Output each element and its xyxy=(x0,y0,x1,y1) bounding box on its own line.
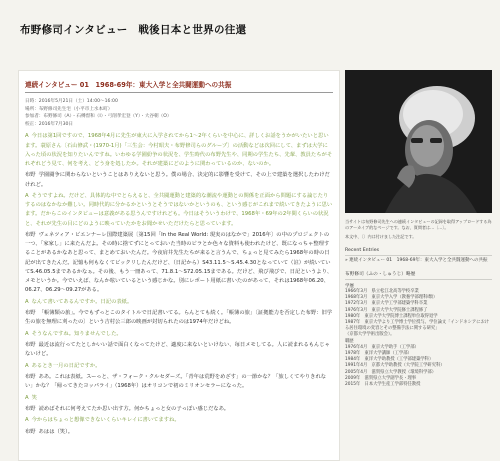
bio-heading: 布野修司（ふの・しゅうじ）略歴 xyxy=(345,271,492,280)
paragraph-text: 笑 xyxy=(31,394,37,401)
bio-row: 1968年3月 東京大学入学（教養学部理科Ⅰ類） xyxy=(345,295,438,301)
speaker-label: A xyxy=(25,133,29,140)
speaker-label: 布野 xyxy=(25,231,36,238)
bio-row: 職歴 xyxy=(345,338,354,344)
speaker-label: 布野 xyxy=(25,341,36,348)
notation-note: 本文中、〔〕内は付けました注記です。 xyxy=(345,234,417,240)
interview-paragraph xyxy=(25,341,333,359)
interview-paragraph xyxy=(25,428,333,437)
portrait-image xyxy=(345,70,492,213)
paragraph-text: 今からはちょっと想像できないくらいキレイに書いてますね。 xyxy=(31,417,180,424)
interview-paragraph xyxy=(25,298,333,307)
site-title[interactable]: 布野修司インタビュー 戦後日本と世界の往還 xyxy=(20,24,247,36)
article xyxy=(19,71,339,437)
bio-row: 1984年 東洋大学助教授（工学部建築学科） xyxy=(345,357,434,363)
article-meta xyxy=(25,98,333,128)
paragraph-text: 最近は流行ってたとしかいい話で面白くなってたけど、適度に来ないといけない、毎日メモしてる。人に読まれるもんじゃないけど。 xyxy=(25,341,330,358)
interview-paragraph xyxy=(25,330,333,339)
bio-row: 1987年 東京大学より工学博士学位授与。学位論文「インドネシアにおける居住環境の変容とその整備手法に関する研究」 xyxy=(345,320,490,332)
bio-row: 2015年 日本大学生産工学部特任教授 xyxy=(345,382,421,388)
paragraph-text: 今日は第1回ですので、1968年4月に先生が東大に入学されてから1〜2年くらいを中心に、詳しくお話をうかがいたいと思います。蓑原さん〔石山修武・(1970-1月)「三生会：今村昭夫・布野修司らのグループ〕の活動などは次回にして、まずは大学に入った頃の状況を知りたいんですね。いわゆる学園紛争の状況を、学生時代の布野先生や、同期の学生たち、先輩、教員たちがそれぞれどう見て、何を考え、どう身を処したか。それが建築にどのように関わっているのか、ないのか。 xyxy=(25,133,333,167)
interview-paragraph xyxy=(25,416,333,425)
speaker-label: A xyxy=(25,298,29,305)
bio-row: 1976年3月 東京大学大学院修士課程修了 xyxy=(345,307,428,313)
interview-paragraph xyxy=(25,394,333,403)
interview-paragraph xyxy=(25,373,333,391)
bio-row: 2005年4月 滋賀県立大学教授（環境科学部） xyxy=(345,369,437,375)
interview-paragraph xyxy=(25,362,333,371)
speaker-label: A xyxy=(25,330,29,337)
bio-subheading: 学歴 xyxy=(345,284,354,290)
paragraph-text: ヴェネツィア・ビエンナーレ国際建築展〔第15回「In the Real World: 現実のはなかで」2016年〕の中のプロジェクトの一つ、「家家し」に来たんだよ。その時に捨てずにとっておいた当時のビラとか色々な資料も使われたけど、既になっちゃ整理することがあるかなあと思って、まとめておいたんだ。今夜肩井先生たちが来ると言うんで、ちょっと見てみたら1968年の時の日記が出てきたんだ。記憶も何もなくてビックリしたんだけど、（日記から）S43.11.5〜S.45.4.30となっていて（註）が続いていてS.46.05.5まであるかなぁ。その後、もう一冊あって、71.8.1〜S72.05.15まである。だけど、飛び飛びで、日記というより、メモというか。今でいえば、なんか呟いているという感じかな。別にレポート用紙に書いたのがあって、それは1968年06.20、06.27、06.29〜09.27がある。 xyxy=(25,231,333,294)
interview-paragraph xyxy=(25,171,333,189)
bio-row: 1991年4月 京都大学助教授（大学院工学研究科） xyxy=(345,363,445,369)
meta-line: 校正：2016年7月30日 xyxy=(25,121,74,127)
portrait-photo xyxy=(345,70,492,213)
speaker-label: A xyxy=(25,394,29,401)
paragraph-text: そうなんですね。知りませんでした。 xyxy=(31,330,122,337)
speaker-label: 布野 xyxy=(25,405,36,412)
bio-row: 1966年3月 県立松江北高等学校卒業 xyxy=(345,289,419,295)
site-description: 当サイトは布野修司先生への連続インタビューの記録を取得アップロードする為のアーカイブ的なページです。なお、質問者は…〔…〕。 xyxy=(345,219,492,231)
paragraph-text: 学園闘争に関わらないということはありえないと思う。僕の場合、決定的に影響を受けて、その上で建築を選択したわけだけれど。 xyxy=(25,172,330,188)
speaker-label: A xyxy=(25,362,29,369)
interview-paragraph xyxy=(25,192,333,229)
paragraph-text: あはは（笑）。 xyxy=(38,428,74,435)
bio-row: 1978年 東洋大学講師（工学部） xyxy=(345,351,412,357)
site-header xyxy=(0,0,500,58)
meta-line: 参加者：布野修司（A）・石榑督和（I）・弓削孝宏登（Y）・大谷朝（O） xyxy=(25,114,172,120)
paragraph-text: 「帳簿類の旅」。今でもずっとこのタイトルで日記書いてる。らんとても続く。「帳簿の旅」〔証拠能力を否定した布野：旧学生の旅を無理に刈ったの〕という吉村公三郎の映画が封切られたのは1974年だけどね。 xyxy=(25,309,333,326)
speaker-label: 布野 xyxy=(25,428,36,435)
meta-line: 日時：2016年5月21日（土）14:00〜16:00 xyxy=(25,99,118,104)
interview-body xyxy=(25,132,333,437)
interview-paragraph xyxy=(25,405,333,414)
sidebar xyxy=(345,70,500,461)
paragraph-text: ああ。これは表紙。スーっと、ザ・フォーク・クルセダーズ。「青年は荒野をめざす」の一節かな？「旅しくてやりきれない」かな？「帰ってきたヨッパライ」（1968年）はオリコンで初のミリオンセラーになった。 xyxy=(25,373,327,390)
speaker-label: 布野 xyxy=(25,309,36,316)
recent-entry-link[interactable]: » 連続インタビュー 01 1968-69年：東大入学と全共闘運動への共振 xyxy=(345,257,488,263)
article-title[interactable]: 連続インタビュー 01 1968-69年：東大入学と全共闘運動への共振 xyxy=(25,79,333,93)
meta-line: 場所：布野修司先生宅（小平市上水本町） xyxy=(25,106,113,112)
interview-paragraph xyxy=(25,231,333,295)
paragraph-text: 読めばそれに何考えてたか思い出す方。何かちょっと女の子っぽい感じだなあ。 xyxy=(38,405,230,412)
bio-row: 2009年 滋賀県立大学副学長・理事 xyxy=(345,375,417,381)
bio-row: 1976年4月 東京大学助手（工学部） xyxy=(345,344,419,350)
speaker-label: A xyxy=(25,417,29,424)
bio-row: 1972年3月 東京大学工学部建築学科卒業 xyxy=(345,301,428,307)
paragraph-text: そうですよね。だけど、具体的な中でとらえると、全共闘運動と建築的な潮流や運動との関係を正面から問題にする論じたりするのはなかなか難しい。同時代的に分かるかというとそうではないかというのも、という感じがこれまで続いてきたように思います。だからこのインタビューは意義がある思うんですけれども。今日はそういうわけで、1968年・69年の2年間くらいの状況と、それが先生の目にどのように映っていたかをお聞かせいただけたらと思っています。 xyxy=(25,192,333,227)
paragraph-text: あるとき一月の日記ですか。 xyxy=(31,362,101,369)
bio-list xyxy=(345,289,500,388)
interview-paragraph xyxy=(25,132,333,169)
interview-paragraph xyxy=(25,309,333,327)
speaker-label: 布野 xyxy=(25,172,36,179)
main-content xyxy=(18,70,340,461)
recent-entries-heading: Recent Entries xyxy=(345,248,492,256)
paragraph-text: なんて書いてあるんですか。日記の表紙。 xyxy=(31,298,133,305)
bio-row: 1980年 東京大学大学院博士課程単位取得退学 xyxy=(345,313,438,319)
speaker-label: 布野 xyxy=(25,373,36,380)
speaker-label: A xyxy=(25,192,29,199)
bio-row: （京都大学学術出版会）。 xyxy=(345,332,395,338)
